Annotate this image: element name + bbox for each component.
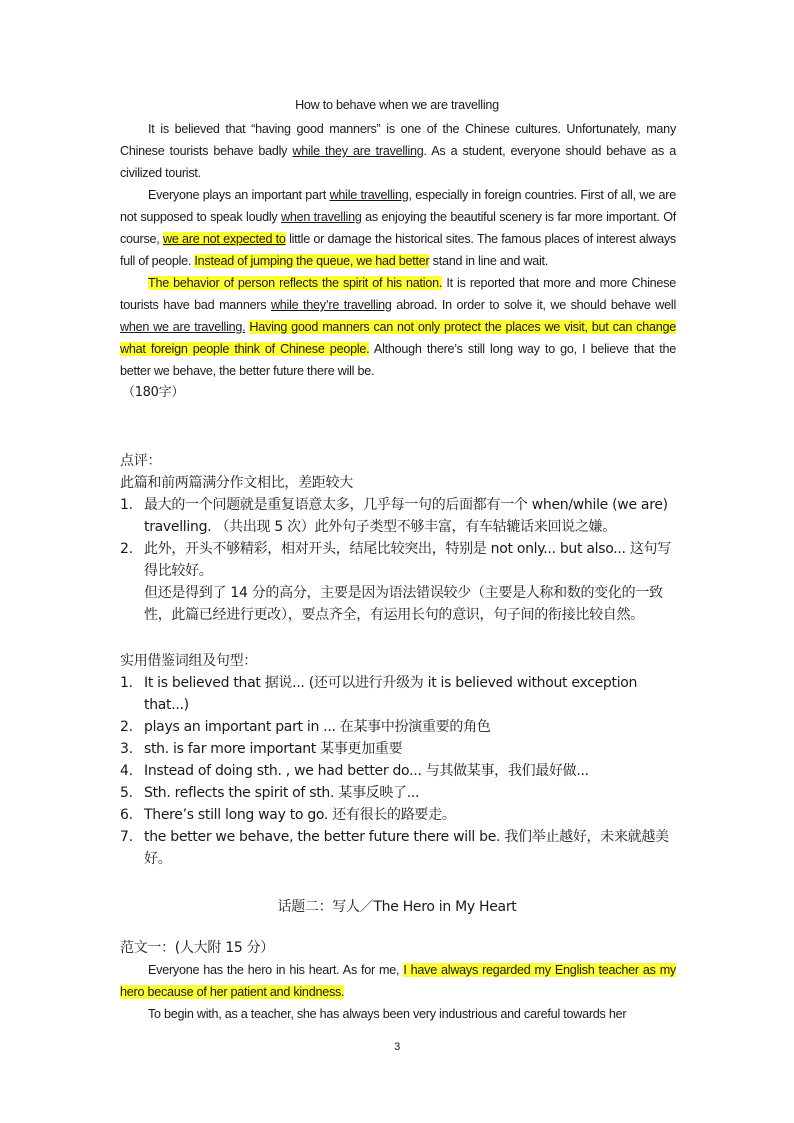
phrase-text: It is believed that 据说... (还可以进行升级为 it is believed without exception that...) — [144, 675, 638, 713]
essay-paragraph-2 — [120, 184, 676, 272]
review-item-2 — [120, 538, 676, 626]
phrase-item — [120, 760, 676, 782]
review-item-number: 1. — [120, 497, 133, 513]
essay-paragraph-3 — [120, 272, 676, 382]
text-run: stand in line and wait. — [429, 254, 549, 268]
underlined-text: when we are travelling. — [120, 320, 246, 334]
text-run: abroad. In order to solve it, we should behave well — [391, 298, 676, 312]
phrase-item — [120, 672, 676, 716]
phrase-number: 3. — [120, 741, 133, 757]
phrase-text: There’s still long way to go. 还有很长的路要走。 — [144, 807, 456, 823]
text-run: It is believed that “having good manners” is one of the Chinese cultures. Unfortunately, many Chinese tourists behave badly — [120, 122, 676, 158]
sample-paragraph-1 — [120, 959, 676, 1003]
text-run: as enjoying the beautiful scenery is far more important. Of course, — [120, 210, 676, 246]
review-section — [120, 450, 676, 626]
review-list — [120, 494, 676, 626]
highlighted-text: Having good manners can not only protect the places we visit, but can change what foreign people think of Chinese people. — [120, 320, 676, 356]
phrase-number: 2. — [120, 719, 133, 735]
phrase-text: the better we behave, the better future there will be. 我们举止越好，未来就越美好。 — [144, 829, 669, 867]
phrase-text: plays an important part in ... 在某事中扮演重要的角色 — [144, 719, 491, 735]
underlined-text: while they’re travelling — [270, 298, 392, 312]
page-number: 3 — [394, 1041, 400, 1053]
text-run: Although there’s still long way to go, I believe that the better we behave, the better future there will be. — [120, 342, 676, 378]
phrase-number: 4. — [120, 763, 133, 779]
topic2-section — [120, 937, 676, 1025]
text-run: Everyone has the hero in his heart. As for me, — [148, 963, 404, 977]
phrase-number: 1. — [120, 675, 133, 691]
essay-title: How to behave when we are travelling — [295, 98, 499, 112]
phrase-number: 7. — [120, 829, 133, 845]
phrase-number: 6. — [120, 807, 133, 823]
review-item-text: 最大的一个问题就是重复语意太多，几乎每一句的后面都有一个 when/while (we are) travelling. （共出现 5 次）此外句子类型不够丰富，有车轱辘话来回说之嫌。 — [144, 497, 668, 535]
review-item-text: 此外，开头不够精彩，相对开头，结尾比较突出，特别是 not only... but also... 这句写得比较好。 — [144, 541, 671, 579]
underlined-text: when travelling — [281, 210, 362, 224]
word-count: （180字） — [122, 385, 185, 400]
phrase-item — [120, 826, 676, 870]
phrase-text: Instead of doing sth. , we had better do... 与其做某事，我们最好做... — [144, 763, 589, 779]
phrases-list — [120, 672, 676, 870]
highlighted-text: The behavior of person reflects the spirit of his nation. — [148, 276, 443, 290]
phrase-number: 5. — [120, 785, 133, 801]
topic2-title: 话题二：写人／The Hero in My Heart — [277, 899, 517, 915]
text-run: It is reported that more and more Chinese tourists have bad manners — [120, 276, 676, 312]
underlined-text: while travelling — [329, 188, 409, 202]
text-run: . As a student, everyone should behave as a civilized tourist. — [120, 144, 676, 180]
essay-paragraph-1 — [120, 118, 676, 184]
underlined-text: while they are travelling — [292, 144, 424, 158]
highlighted-text: I have always regarded my English teacher as my hero because of her patient and kindness. — [120, 963, 676, 999]
sample-paragraph-2: To begin with, as a teacher, she has always been very industrious and careful towards her — [148, 1007, 627, 1021]
text-run: Everyone plays an important part — [148, 188, 330, 202]
review-item-1 — [120, 494, 676, 538]
highlighted-text: Instead of jumping the queue, we had better — [194, 254, 430, 268]
phrase-item — [120, 804, 676, 826]
sample-label: 范文一：(人大附 15 分） — [120, 940, 274, 956]
essay-body — [120, 118, 676, 404]
phrases-heading: 实用借鉴词组及句型： — [120, 653, 257, 669]
text-run: , especially in foreign countries. First of all, we are not supposed to speak loudly — [120, 188, 676, 224]
phrase-text: sth. is far more important 某事更加重要 — [144, 741, 403, 757]
phrases-section — [120, 650, 676, 870]
review-intro: 此篇和前两篇满分作文相比，差距较大 — [120, 475, 353, 491]
phrase-text: Sth. reflects the spirit of sth. 某事反映了... — [144, 785, 420, 801]
review-heading: 点评： — [120, 453, 162, 469]
review-item-number: 2. — [120, 541, 133, 557]
phrase-item — [120, 738, 676, 760]
highlighted-text: we are not expected to — [162, 232, 286, 246]
phrase-item — [120, 716, 676, 738]
text-run: little or damage the historical sites. The famous places of interest always full of people. — [120, 232, 676, 268]
phrase-item — [120, 782, 676, 804]
review-item-extra: 但还是得到了 14 分的高分，主要是因为语法错误较少（主要是人称和数的变化的一致性，此篇已经进行更改），要点齐全，有运用长句的意识，句子间的衔接比较自然。 — [144, 585, 663, 623]
